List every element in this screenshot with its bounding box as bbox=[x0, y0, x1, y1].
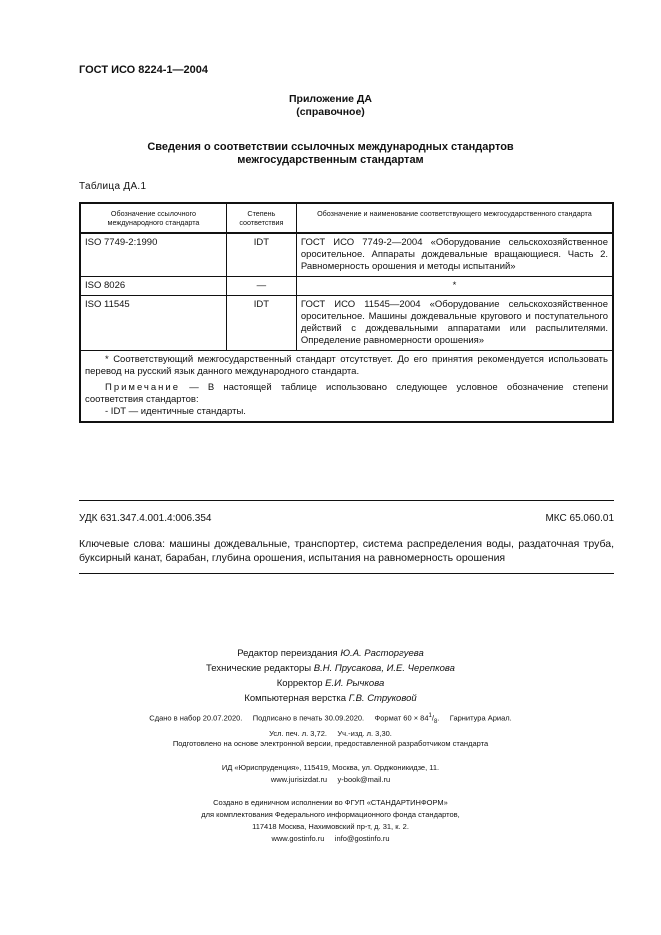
header-degree: Степень соответствия bbox=[226, 203, 296, 233]
credit-layout: Компьютерная верстка Г.В. Струковой bbox=[244, 693, 417, 704]
cell-ref: ISO 8026 bbox=[80, 277, 226, 296]
keywords: Ключевые слова: машины дождевальные, транспортер, система распределения воды, раздаточная труба, буксирный канат, барабан, глубина орошения, испытания на равномерность орошения bbox=[79, 538, 614, 564]
production-line2: для комплектования Федерального информационного фонда стандартов, bbox=[201, 810, 460, 819]
udk-code: УДК 631.347.4.001.4:006.354 bbox=[79, 513, 212, 524]
print-info-line1: Сдано в набор 20.07.2020. Подписано в печать 30.09.2020. Формат $60 \times 84^1/_8$. Гарнитура Ариал. bbox=[149, 713, 512, 725]
table-header-row bbox=[80, 203, 613, 233]
divider-top bbox=[79, 500, 614, 501]
credits-block bbox=[0, 646, 661, 706]
credit-editor: Редактор переиздания Ю.А. Расторгуева bbox=[237, 648, 424, 659]
header-interstate-standard: Обозначение и наименование соответствующего межгосударственного стандарта bbox=[296, 203, 613, 233]
table-caption: Таблица ДА.1 bbox=[79, 181, 147, 192]
appendix-subtitle: (справочное) bbox=[296, 106, 365, 118]
prepared-note: Подготовлено на основе электронной версии, предоставленной разработчиком стандарта bbox=[172, 739, 489, 748]
publisher-block bbox=[0, 762, 661, 786]
cell-degree: IDT bbox=[226, 296, 296, 351]
table-row bbox=[80, 233, 613, 277]
divider-bottom bbox=[79, 573, 614, 574]
publisher-line1: ИД «Юриспруденция», 115419, Москва, ул. Орджоникидзе, 11. bbox=[221, 763, 440, 772]
appendix-block bbox=[0, 93, 661, 119]
credit-tech-editors: Технические редакторы В.Н. Прусакова, И.Е. Черепкова bbox=[206, 663, 455, 674]
production-block bbox=[0, 797, 661, 845]
correspondence-table bbox=[79, 202, 614, 423]
appendix-title: Приложение ДА bbox=[289, 93, 372, 105]
table-row bbox=[80, 296, 613, 351]
credit-corrector: Корректор Е.И. Рычкова bbox=[276, 678, 385, 689]
print-info-line2: Усл. печ. л. 3,72. Уч.-изд. л. 3,30. bbox=[269, 729, 392, 738]
cell-standard: * bbox=[296, 277, 613, 296]
cell-degree: IDT bbox=[226, 233, 296, 277]
note-paragraph bbox=[85, 382, 608, 406]
table-footnote-row bbox=[80, 351, 613, 423]
mks-code: МКС 65.060.01 bbox=[545, 513, 614, 524]
document-code: ГОСТ ИСО 8224-1—2004 bbox=[79, 64, 209, 76]
section-heading bbox=[0, 141, 661, 167]
cell-standard: ГОСТ ИСО 7749-2—2004 «Оборудование сельскохозяйственное оросительное. Аппараты дождевальные вращающиеся. Часть 2. Равномерность орошения и методы испытаний» bbox=[296, 233, 613, 277]
footnote-text: * Соответствующий межгосударственный стандарт отсутствует. До его принятия рекомендуется использовать перевод на русский язык данного международного стандарта. bbox=[85, 354, 608, 377]
table-row bbox=[80, 277, 613, 296]
section-heading-line2: межгосударственным стандартам bbox=[237, 154, 424, 166]
note-label: Примечание bbox=[105, 382, 180, 393]
production-line4: www.gostinfo.ru info@gostinfo.ru bbox=[271, 834, 390, 843]
table-footnote-cell bbox=[80, 351, 613, 423]
cell-standard: ГОСТ ИСО 11545—2004 «Оборудование сельскохозяйственное оросительное. Машины дождевальные кругового и поступательного действий с дождевальными аппаратами или распылителями. Определение равномерности орошения» bbox=[296, 296, 613, 351]
production-line1: Создано в единичном исполнении во ФГУП «СТАНДАРТИНФОРМ» bbox=[213, 798, 448, 807]
publisher-line2: www.jurisizdat.ru y-book@mail.ru bbox=[270, 775, 391, 784]
cell-ref: ISO 11545 bbox=[80, 296, 226, 351]
note-item: - IDT — идентичные стандарты. bbox=[105, 406, 246, 417]
print-info bbox=[0, 710, 661, 740]
cell-degree: — bbox=[226, 277, 296, 296]
section-heading-line1: Сведения о соответствии ссылочных международных стандартов bbox=[147, 141, 514, 153]
header-ref-standard: Обозначение ссылочного международного стандарта bbox=[80, 203, 226, 233]
note-text: — В настоящей таблице использовано следующее условное обозначение степени соответствия стандартов: bbox=[85, 382, 608, 405]
production-line3: 117418 Москва, Нахимовский пр-т, д. 31, к. 2. bbox=[252, 822, 409, 831]
cell-ref: ISO 7749-2:1990 bbox=[80, 233, 226, 277]
